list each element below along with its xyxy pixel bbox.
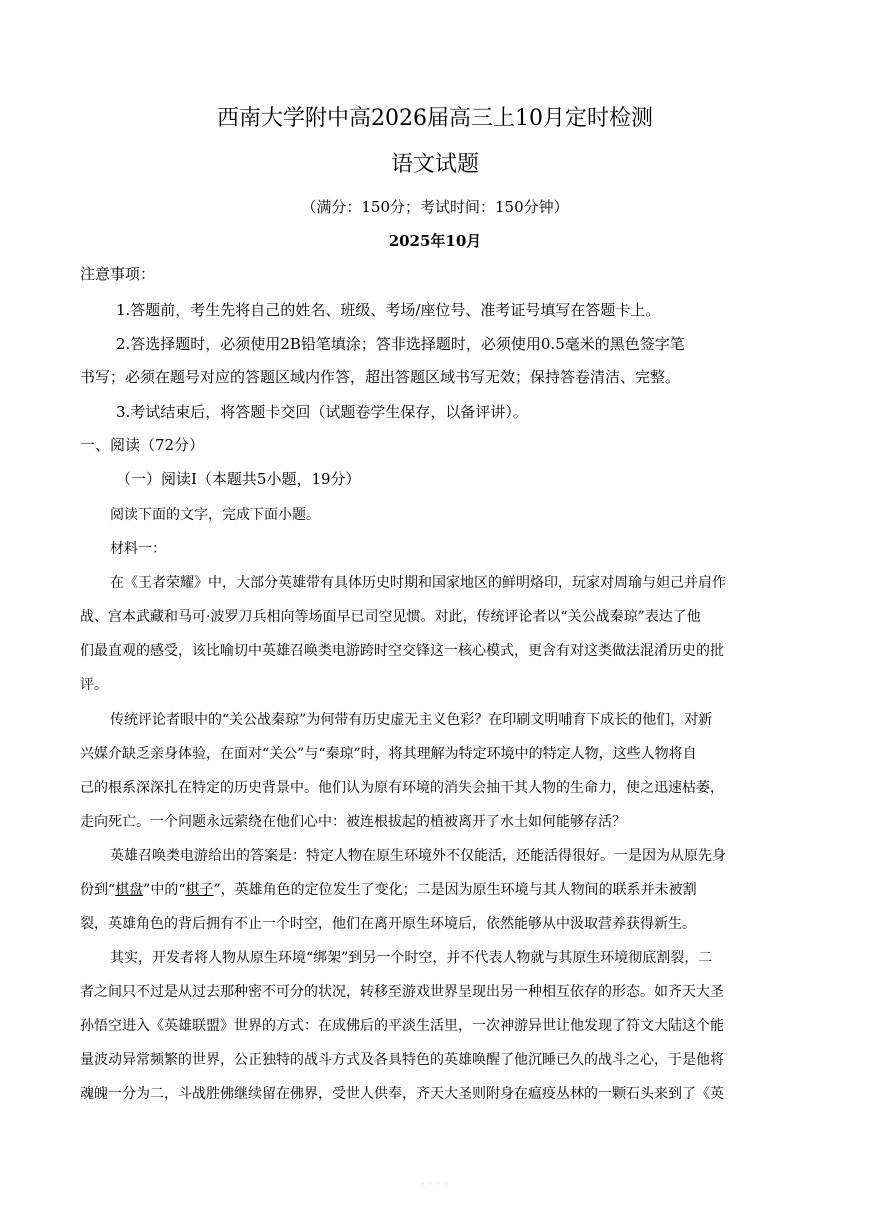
notice-item-2-line-2: 书写；必须在题号对应的答题区域内作答，超出答题区域书写无效；保持答卷清洁、完整。 [80, 368, 681, 386]
passage-line: 量波动异常频繁的世界，公正独特的战斗方式及各具特色的英雄唤醒了他沉睡已久的战斗之心，于是他将 [80, 1052, 724, 1068]
material-label: 材料一： [110, 541, 166, 557]
passage-line: 走向死亡。一个问题永远萦绕在他们心中：被连根拔起的植被离开了水土如何能够存活？ [80, 814, 626, 830]
exam-title: 西南大学附中高2026届高三上10月定时检测 [217, 106, 653, 131]
passage-text: 份到“ [80, 882, 116, 898]
passage-line: 战、宫本武藏和马可·波罗刀兵相向等场面早已司空见惯。对此，传统评论者以“关公战秦琼”表达了他 [80, 609, 701, 625]
passage-line: 己的根系深深扎在特定的历史背景中。他们认为原有环境的消失会抽干其人物的生命力，使之迅速枯萎， [80, 780, 724, 796]
section-subheading: （一）阅读Ⅰ（本题共5小题，19分） [116, 470, 361, 488]
passage-line: 裂，英雄角色的背后拥有不止一个时空，他们在离开原生环境后，依然能够从中汲取营养获得新生。 [80, 916, 696, 932]
score-time-note: （满分：150分；考试时间：150分钟） [301, 198, 569, 216]
passage-line: 传统评论者眼中的“关公战秦琼”为何带有历史虚无主义色彩？在印刷文明哺育下成长的他们，对新 [110, 712, 713, 728]
passage-line: 英雄召唤类电游给出的答案是：特定人物在原生环境外不仅能活，还能活得很好。一是因为从原先身 [110, 848, 726, 864]
notice-item-3: 3.考试结束后，将答题卡交回（试题卷学生保存，以备评讲）。 [116, 403, 528, 421]
passage-line: 者之间只不过是从过去那种密不可分的状况，转移至游戏世界呈现出另一种相互依存的形态。如齐天大圣 [80, 984, 724, 1000]
passage-line: 们最直观的感受，该比喻切中英雄召唤类电游跨时空交锋这一核心模式，更含有对这类做法混淆历史的批 [80, 643, 724, 659]
passage-line [80, 879, 697, 901]
footer-dots: · · · · [421, 1180, 449, 1190]
passage-line: 评。 [80, 677, 108, 693]
underlined-term: 棋子 [185, 882, 214, 898]
passage-text: ”，英雄角色的定位发生了变化；二是因为原生环境与其人物间的联系并未被割 [213, 882, 697, 898]
passage-line: 魂魄一分为二，斗战胜佛继续留在佛界，受世人供奉，齐天大圣则附身在瘟疫丛林的一颗石头来到了《英 [80, 1086, 724, 1102]
exam-date: 2025年10月 [388, 232, 482, 250]
notice-item-2-line-1: 2.答选择题时，必须使用2B铅笔填涂；答非选择题时，必须使用0.5毫米的黑色签字笔 [116, 335, 685, 353]
passage-line: 兴媒介缺乏亲身体验，在面对“关公”与“秦琼”时，将其理解为特定环境中的特定人物，这些人物将自 [80, 746, 697, 762]
notice-heading: 注意事项： [80, 265, 156, 283]
passage-line: 在《王者荣耀》中，大部分英雄带有具体历史时期和国家地区的鲜明烙印，玩家对周瑜与妲己并肩作 [110, 575, 726, 591]
exam-subtitle: 语文试题 [390, 152, 479, 177]
notice-item-1: 1.答题前，考生先将自己的姓名、班级、考场/座位号、准考证号填写在答题卡上。 [116, 301, 661, 319]
passage-text: ”中的“ [143, 882, 186, 898]
passage-line: 其实，开发者将人物从原生环境“绑架”到另一个时空，并不代表人物就与其原生环境彻底割裂，二 [110, 950, 713, 966]
passage-line: 孙悟空进入《英雄联盟》世界的方式：在成佛后的平淡生活里，一次神游异世让他发现了符文大陆这个能 [80, 1018, 724, 1034]
underlined-term: 棋盘 [115, 882, 144, 898]
section-heading: 一、阅读（72分） [80, 436, 205, 454]
reading-instruction: 阅读下面的文字，完成下面小题。 [110, 507, 320, 523]
